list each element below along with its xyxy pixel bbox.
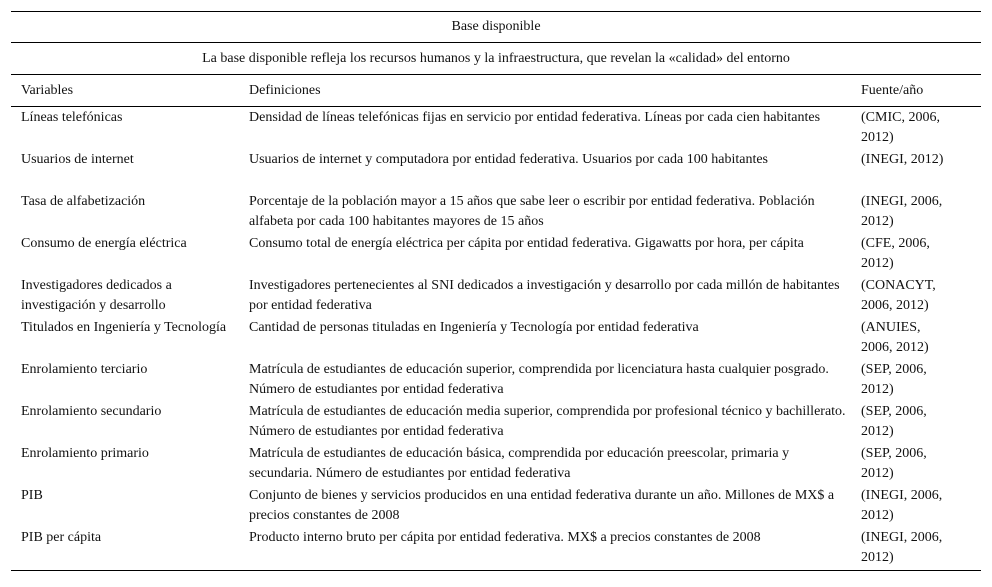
definition-cell: Densidad de líneas telefónicas fijas en servicio por entidad federativa. Líneas por cada cien habitantes xyxy=(249,110,821,125)
source-cell: (CMIC, 2006, 2012) xyxy=(861,110,940,145)
variable-cell: Investigadores dedicados a investigación y desarrollo xyxy=(21,278,172,313)
source-cell: (INEGI, 2006, 2012) xyxy=(861,488,943,523)
table-subtitle-row xyxy=(11,43,981,75)
variable-cell: Consumo de energía eléctrica xyxy=(21,236,187,251)
definition-cell: Matrícula de estudiantes de educación básica, comprendida por educación preescolar, primaria y secundaria. Número de estudiantes por entidad federativa xyxy=(249,446,790,481)
definition-cell: Matrícula de estudiantes de educación superior, comprendida por licenciatura hasta cualquier posgrado. Número de estudiantes por entidad federativa xyxy=(249,362,829,397)
source-cell: (INEGI, 2006, 2012) xyxy=(851,527,981,571)
definition-cell: Investigadores pertenecientes al SNI dedicados a investigación y desarrollo por cada millón de habitantes por entidad federativa xyxy=(249,278,840,313)
table-row xyxy=(11,527,981,571)
variable-cell: Enrolamiento secundario xyxy=(21,404,162,419)
definition-cell: Producto interno bruto per cápita por entidad federativa. MX$ a precios constantes de 2008 xyxy=(239,527,851,571)
variable-cell: Usuarios de internet xyxy=(21,152,134,167)
table-row xyxy=(11,359,981,401)
table-row xyxy=(11,275,981,317)
data-table-container xyxy=(11,11,981,571)
variable-cell: Titulados en Ingeniería y Tecnología xyxy=(21,320,227,335)
variable-cell: PIB xyxy=(21,488,43,503)
source-cell: (CONACYT, 2006, 2012) xyxy=(861,278,936,313)
source-cell: (ANUIES, 2006, 2012) xyxy=(861,320,929,355)
variable-cell: Líneas telefónicas xyxy=(21,110,123,125)
table-subtitle: La base disponible refleja los recursos humanos y la infraestructura, que revelan la «calidad» del entorno xyxy=(11,43,981,75)
definition-cell: Consumo total de energía eléctrica per cápita por entidad federativa. Gigawatts por hora, per cápita xyxy=(249,236,804,251)
source-cell: (SEP, 2006, 2012) xyxy=(861,446,927,481)
definition-cell: Usuarios de internet y computadora por entidad federativa. Usuarios por cada 100 habitantes xyxy=(249,152,768,167)
table-row xyxy=(11,443,981,485)
source-cell: (INEGI, 2006, 2012) xyxy=(861,194,943,229)
table-row xyxy=(11,149,981,191)
source-cell: (SEP, 2006, 2012) xyxy=(861,362,927,397)
table-row xyxy=(11,401,981,443)
column-header-variables: Variables xyxy=(11,75,239,107)
table-row xyxy=(11,317,981,359)
definition-cell: Porcentaje de la población mayor a 15 años que sabe leer o escribir por entidad federativa. Población alfabeta por cada 100 habitantes mayores de 15 años xyxy=(249,194,815,229)
column-header-row xyxy=(11,75,981,107)
definition-cell: Cantidad de personas tituladas en Ingeniería y Tecnología por entidad federativa xyxy=(249,320,699,335)
table-row xyxy=(11,107,981,150)
table-row xyxy=(11,191,981,233)
base-disponible-table xyxy=(11,11,981,571)
table-row xyxy=(11,233,981,275)
variable-cell: PIB per cápita xyxy=(11,527,239,571)
variable-cell: Tasa de alfabetización xyxy=(21,194,146,209)
definition-cell: Conjunto de bienes y servicios producidos en una entidad federativa durante un año. Millones de MX$ a precios constantes de 2008 xyxy=(249,488,835,523)
variable-cell: Enrolamiento terciario xyxy=(21,362,148,377)
source-cell: (CFE, 2006, 2012) xyxy=(861,236,930,271)
table-row xyxy=(11,485,981,527)
source-cell: (SEP, 2006, 2012) xyxy=(861,404,927,439)
definition-cell: Matrícula de estudiantes de educación media superior, comprendida por profesional técnico y bachillerato. Número de estudiantes por entidad federativa xyxy=(249,404,846,439)
table-title-row xyxy=(11,12,981,43)
column-header-fuente: Fuente/año xyxy=(851,75,981,107)
source-cell: (INEGI, 2012) xyxy=(861,152,944,167)
variable-cell: Enrolamiento primario xyxy=(21,446,149,461)
table-title: Base disponible xyxy=(11,12,981,43)
column-header-definiciones: Definiciones xyxy=(239,75,851,107)
